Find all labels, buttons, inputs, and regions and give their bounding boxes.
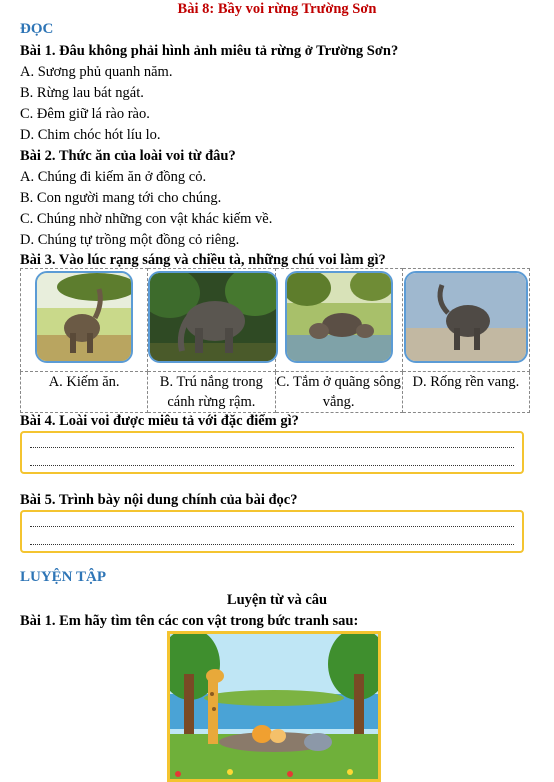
- practice-subtitle: Luyện từ và câu: [226, 592, 328, 608]
- question-4: Bài 4. Loài voi được miêu tả với đặc điểm gì?: [20, 413, 299, 429]
- q1-option-a: A. Sương phủ quanh năm.: [20, 64, 173, 80]
- image-cell-a: [21, 269, 148, 372]
- caption-d: D. Rống rền vang.: [402, 372, 529, 413]
- q2-option-c: C. Chúng nhờ những con vật khác kiếm về.: [20, 211, 273, 227]
- image-cell-c: [275, 269, 402, 372]
- caption-b: B. Trú nắng trong cánh rừng rậm.: [148, 372, 275, 413]
- elephant-trumpeting-photo: [404, 271, 528, 363]
- q2-option-b: B. Con người mang tới cho chúng.: [20, 190, 222, 206]
- image-cell-b: [148, 269, 275, 372]
- worksheet-title: Bài 8: Bầy voi rừng Trường Sơn: [177, 1, 377, 17]
- section-heading-doc: ĐỌC: [20, 21, 54, 37]
- q1-option-c: C. Đêm giữ lá rào rào.: [20, 106, 150, 122]
- elephant-image-table: [20, 268, 530, 413]
- q2-option-d: D. Chúng tự trồng một đồng cỏ riêng.: [20, 232, 240, 248]
- answer-box-q4[interactable]: [20, 431, 524, 474]
- image-cell-d: [402, 269, 529, 372]
- question-3: Bài 3. Vào lúc rạng sáng và chiều tà, những chú voi làm gì?: [20, 252, 386, 268]
- question-5: Bài 5. Trình bày nội dung chính của bài đọc?: [20, 492, 298, 508]
- section-heading-practice: LUYỆN TẬP: [20, 569, 106, 585]
- caption-c: C. Tắm ở quãng sông vắng.: [275, 372, 402, 413]
- question-2: Bài 2. Thức ăn của loài voi từ đâu?: [20, 148, 236, 164]
- jungle-animals-picture: [167, 631, 381, 782]
- elephants-bathing-photo: [285, 271, 393, 363]
- q1-option-b: B. Rừng lau bát ngát.: [20, 85, 144, 101]
- dotted-line: [30, 447, 514, 448]
- dotted-line: [30, 465, 514, 466]
- q1-option-d: D. Chim chóc hót líu lo.: [20, 127, 161, 143]
- question-1: Bài 1. Đâu không phải hình ảnh miêu tả rừng ở Trường Sơn?: [20, 43, 399, 59]
- dotted-line: [30, 544, 514, 545]
- caption-a: A. Kiếm ăn.: [21, 372, 148, 413]
- elephant-in-forest-photo: [148, 271, 278, 363]
- q2-option-a: A. Chúng đi kiếm ăn ở đồng cỏ.: [20, 169, 207, 185]
- dotted-line: [30, 526, 514, 527]
- practice-question-1: Bài 1. Em hãy tìm tên các con vật trong bức tranh sau:: [20, 613, 359, 629]
- elephant-eating-photo: [35, 271, 133, 363]
- answer-box-q5[interactable]: [20, 510, 524, 553]
